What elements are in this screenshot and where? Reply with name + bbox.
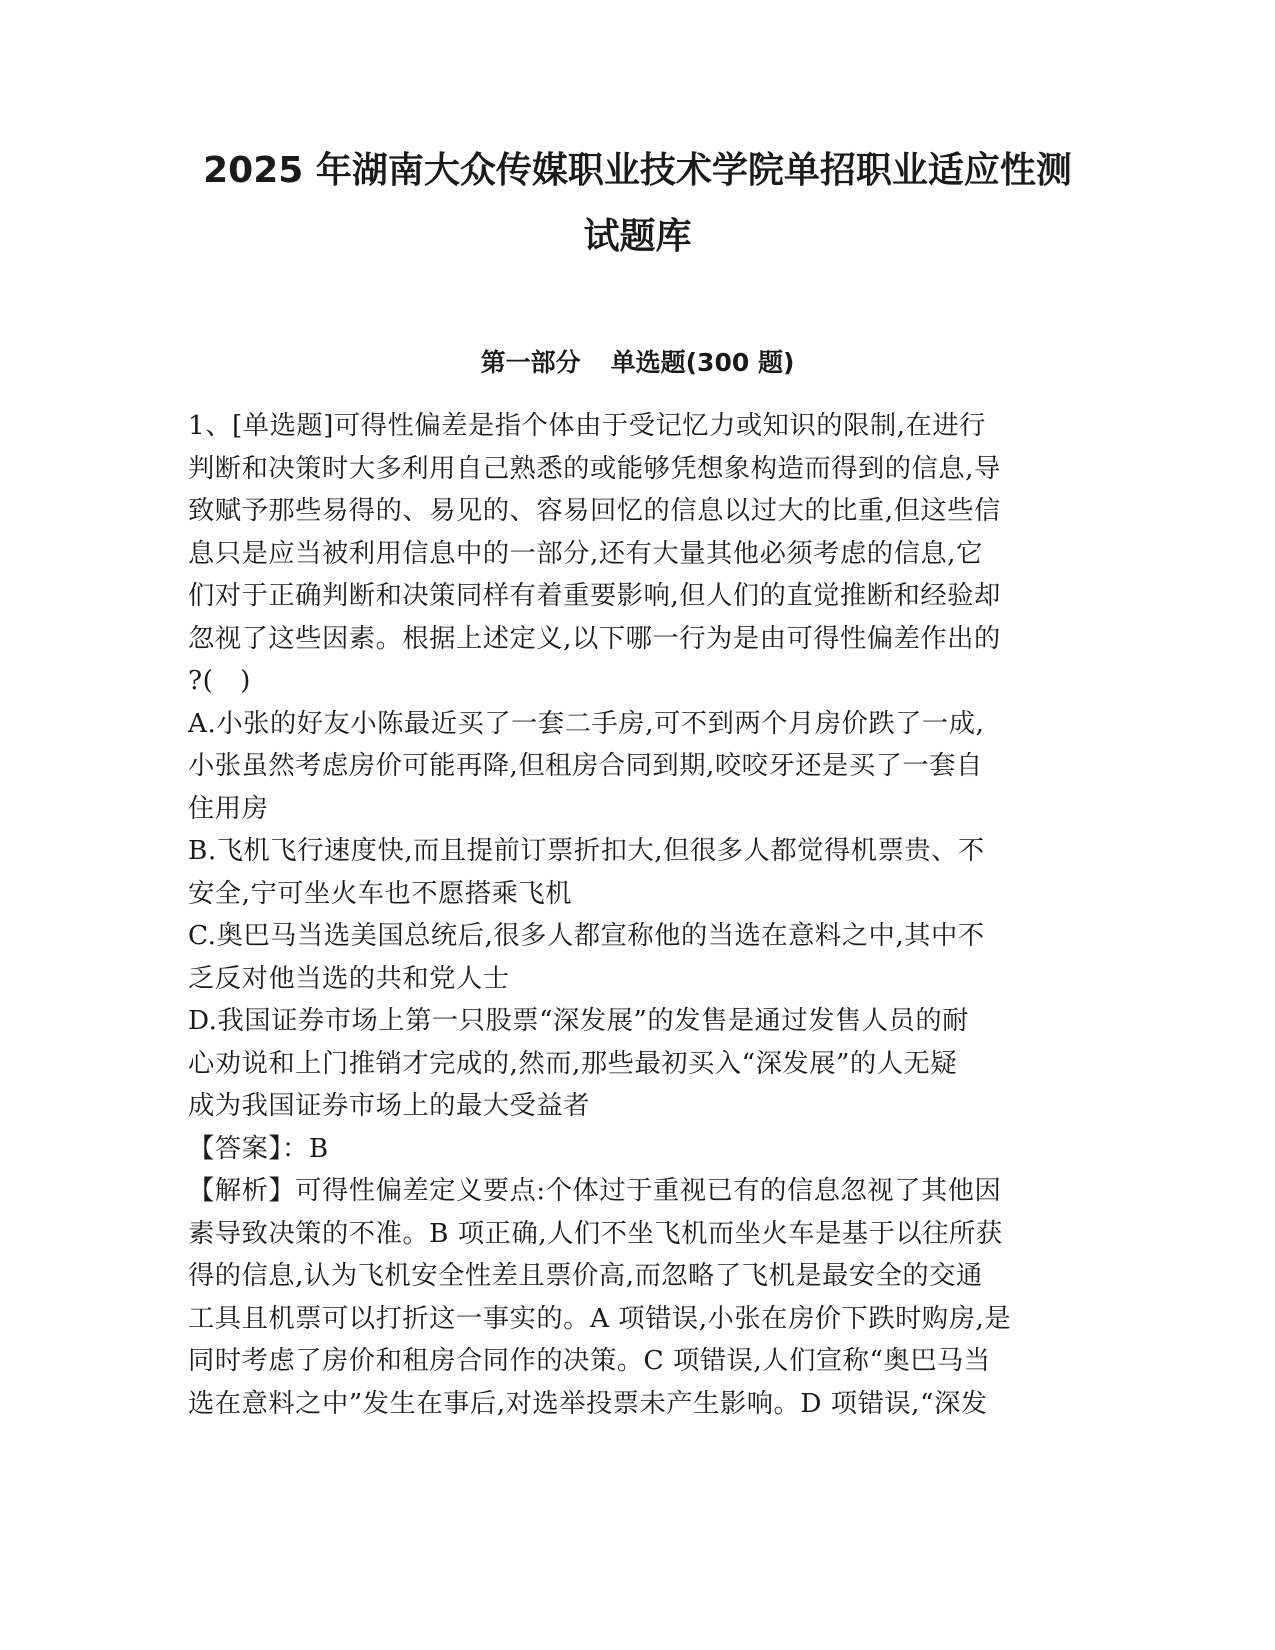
analysis-line: 素导致决策的不准。B 项正确,人们不坐飞机而坐火车是基于以往所获: [188, 1218, 1003, 1249]
option-d-line: D.我国证券市场上第一只股票“深发展”的发售是通过发售人员的耐: [188, 1006, 969, 1036]
question-stem-line: ?( ): [188, 666, 251, 696]
question-stem-line: 们对于正确判断和决策同样有着重要影响,但人们的直觉推断和经验却: [188, 581, 1001, 611]
question-stem-line: 1、[单选题]可得性偏差是指个体由于受记忆力或知识的限制,在进行: [188, 411, 986, 441]
question-block: [188, 405, 1088, 1425]
section-heading: [150, 343, 1125, 383]
answer: [188, 1128, 1088, 1171]
option-c-line: C.奥巴马当选美国总统后,很多人都宣称他的当选在意料之中,其中不: [188, 921, 985, 951]
analysis-line: 选在意料之中”发生在事后,对选举投票未产生影响。D 项错误,“深发: [188, 1388, 988, 1419]
option-b: [188, 830, 1088, 915]
document-title: [150, 138, 1125, 270]
document-title-line-1: 2025 年湖南大众传媒职业技术学院单招职业适应性测: [203, 150, 1072, 191]
section-name-label: 单选题(300 题): [610, 348, 795, 377]
option-c-line: 乏反对他当选的共和党人士: [188, 963, 510, 994]
option-a-line: A.小张的好友小陈最近买了一套二手房,可不到两个月房价跌了一成,: [188, 708, 985, 739]
analysis-line: 工具且机票可以打折这一事实的。A 项错误,小张在房价下跌时购房,是: [188, 1303, 1012, 1334]
option-a-line: 住用房: [188, 793, 269, 824]
option-d: [188, 1000, 1088, 1128]
option-d-line: 心劝说和上门推销才完成的,然而,那些最初买入“深发展”的人无疑: [188, 1048, 958, 1079]
option-a: [188, 703, 1088, 831]
option-b-line: 安全,宁可坐火车也不愿搭乘飞机: [188, 878, 573, 909]
analysis: [188, 1170, 1088, 1425]
document-title-line-2: 试题库: [583, 216, 692, 257]
analysis-line: 【解析】可得性偏差定义要点:个体过于重视已有的信息忽视了其他因: [188, 1176, 1002, 1206]
analysis-line: 同时考虑了房价和租房合同作的决策。C 项错误,人们宣称“奥巴马当: [188, 1346, 991, 1376]
question-stem-line: 判断和决策时大多利用自己熟悉的或能够凭想象构造而得到的信息,导: [188, 453, 1001, 484]
option-c: [188, 915, 1088, 1000]
option-d-line: 成为我国证券市场上的最大受益者: [188, 1091, 590, 1121]
question-stem-line: 忽视了这些因素。根据上述定义,以下哪一行为是由可得性偏差作出的: [188, 623, 1001, 654]
question-stem-line: 致赋予那些易得的、易见的、容易回忆的信息以过大的比重,但这些信: [188, 496, 1001, 526]
answer-line: 【答案】：B: [188, 1133, 329, 1164]
question-stem-line: 息只是应当被利用信息中的一部分,还有大量其他必须考虑的信息,它: [188, 538, 983, 569]
option-a-line: 小张虽然考虑房价可能再降,但租房合同到期,咬咬牙还是买了一套自: [188, 751, 983, 781]
question-stem: [188, 405, 1088, 703]
analysis-line: 得的信息,认为飞机安全性差且票价高,而忽略了飞机是最安全的交通: [188, 1261, 983, 1291]
section-part-label: 第一部分: [480, 348, 581, 377]
option-b-line: B.飞机飞行速度快,而且提前订票折扣大,但很多人都觉得机票贵、不: [188, 836, 985, 866]
